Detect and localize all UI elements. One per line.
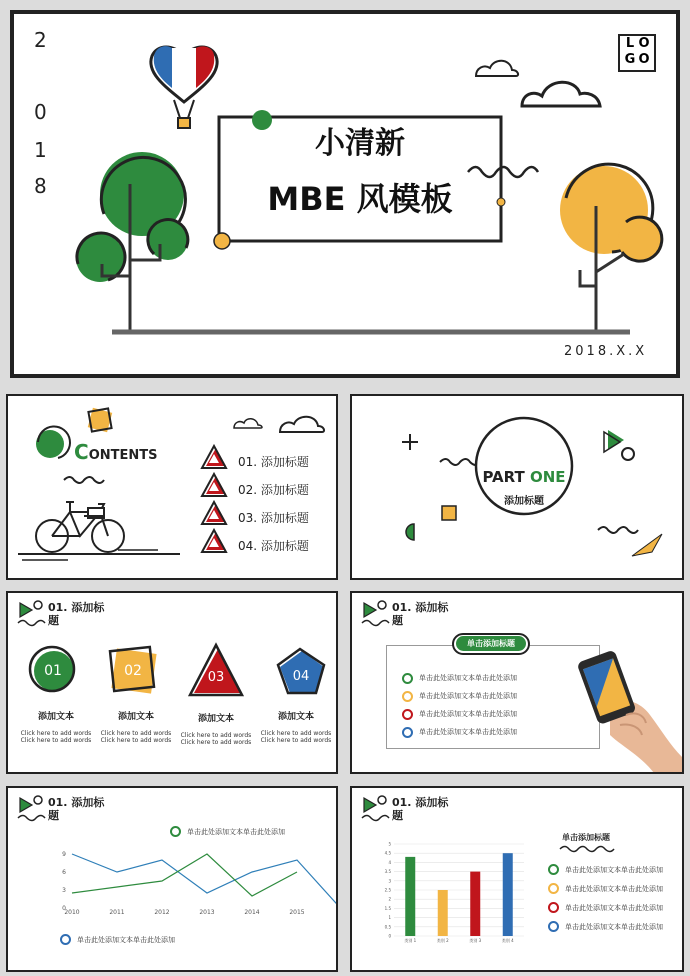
x-tick-label: 类别 1 bbox=[404, 938, 417, 943]
list-item-text: 单击此处添加文本单击此处添加 bbox=[565, 884, 663, 893]
ring-bullet-icon bbox=[548, 921, 559, 932]
list-item bbox=[402, 687, 517, 705]
line-chart-slide bbox=[6, 786, 338, 972]
diamond-icon bbox=[88, 408, 112, 432]
section-heading: 01. 添加标 题 bbox=[392, 796, 449, 822]
y-tick-label: 3 bbox=[388, 878, 391, 884]
leaf-icon bbox=[632, 534, 662, 556]
heart-balloon-icon bbox=[151, 46, 217, 128]
feature-title: 添加文本 bbox=[197, 714, 234, 724]
part-label: PART bbox=[482, 468, 530, 486]
ring-bullet-icon bbox=[402, 691, 413, 702]
cloud-icon bbox=[280, 417, 324, 432]
list-item-text: 单击此处添加文本单击此处添加 bbox=[419, 674, 517, 682]
y-tick-label: 5 bbox=[388, 841, 391, 847]
y-tick-label: 3.5 bbox=[384, 869, 391, 875]
x-tick-label: 类别 2 bbox=[436, 938, 449, 943]
bar bbox=[438, 890, 448, 936]
contents-item[interactable]: 02. 添加标题 bbox=[238, 483, 309, 497]
contents-slide bbox=[6, 394, 338, 580]
part-subtitle: 添加标题 bbox=[504, 496, 544, 507]
triangle-bullet-icon bbox=[202, 502, 226, 524]
feature-desc: Click here to add words bbox=[260, 730, 332, 737]
y-tick-label: 3 bbox=[62, 887, 66, 894]
y-tick-label: 0 bbox=[388, 933, 391, 939]
feature-number: 02 bbox=[124, 663, 142, 679]
list-item bbox=[548, 917, 663, 936]
section-heading: 01. 添加标 题 bbox=[392, 601, 449, 627]
list-item-text: 单击此处添加文本单击此处添加 bbox=[565, 922, 663, 931]
contents-title bbox=[74, 440, 157, 464]
triangle-bullet-icon bbox=[202, 446, 226, 468]
y-tick-label: 1.5 bbox=[384, 905, 391, 911]
feature-item bbox=[176, 711, 256, 746]
x-tick-label: 2011 bbox=[109, 909, 125, 916]
section-heading: 01. 添加标 题 bbox=[48, 796, 105, 822]
feature-title: 添加文本 bbox=[37, 712, 74, 722]
cover-title-line1: 小清新 bbox=[315, 126, 405, 161]
y-tick-label: 4.5 bbox=[384, 850, 391, 856]
bar-chart-slide bbox=[350, 786, 684, 972]
cloud-icon bbox=[234, 419, 262, 428]
cover-title-line2: MBE 风模板 bbox=[267, 180, 453, 218]
list-item-text: 单击此处添加文本单击此处添加 bbox=[419, 710, 517, 718]
bicycle-icon bbox=[36, 502, 124, 552]
bullet-list bbox=[402, 669, 517, 741]
feature-desc: Click here to add words bbox=[180, 739, 252, 746]
triangle-bullet-icon bbox=[202, 530, 226, 552]
orange-tree-icon bbox=[560, 164, 662, 332]
feature-title: 添加文本 bbox=[117, 712, 154, 722]
ring-bullet-icon bbox=[548, 864, 559, 875]
contents-title-rest: ONTENTS bbox=[88, 448, 158, 463]
contents-title-initial: C bbox=[74, 440, 89, 464]
series-line bbox=[72, 854, 336, 912]
part-one-slide bbox=[350, 394, 684, 580]
cover-slide bbox=[10, 10, 680, 378]
feature-number: 01 bbox=[44, 663, 62, 679]
feature-desc: Click here to add words bbox=[100, 737, 172, 744]
ring-legend-icon bbox=[60, 934, 71, 945]
bar bbox=[503, 853, 513, 936]
phone-in-hand-icon bbox=[570, 645, 684, 773]
y-tick-label: 2.5 bbox=[384, 887, 391, 893]
title-badge[interactable] bbox=[452, 633, 530, 655]
year-digit: 1 bbox=[34, 138, 47, 162]
y-tick-label: 1 bbox=[388, 915, 391, 921]
logo-letter: G bbox=[624, 52, 636, 67]
features-slide bbox=[6, 591, 338, 774]
bar-legend-title: 单击添加标题 bbox=[562, 833, 610, 842]
feature-desc: Click here to add words bbox=[100, 730, 172, 737]
feature-item bbox=[96, 709, 176, 744]
ring-bullet-icon bbox=[548, 902, 559, 913]
x-tick-label: 2014 bbox=[244, 909, 260, 916]
x-tick-label: 2015 bbox=[289, 909, 305, 916]
legend-text: 单击此处添加文本单击此处添加 bbox=[77, 935, 175, 944]
square-icon bbox=[442, 506, 456, 520]
ring-bullet-icon bbox=[402, 709, 413, 720]
list-item bbox=[402, 669, 517, 687]
part-word: ONE bbox=[530, 468, 566, 486]
list-item bbox=[548, 898, 663, 917]
legend-bottom bbox=[60, 934, 175, 945]
badge-fill: 单击添加标题 bbox=[456, 636, 526, 651]
list-item-text: 单击此处添加文本单击此处添加 bbox=[419, 728, 517, 736]
list-item-text: 单击此处添加文本单击此处添加 bbox=[565, 903, 663, 912]
feature-desc: Click here to add words bbox=[260, 737, 332, 744]
logo-letter: O bbox=[638, 52, 650, 67]
ring-icon bbox=[622, 448, 634, 460]
y-tick-label: 0 bbox=[62, 905, 66, 912]
y-tick-label: 2 bbox=[388, 896, 391, 902]
feature-desc: Click here to add words bbox=[20, 730, 92, 737]
year-digit: 8 bbox=[34, 174, 47, 198]
list-item bbox=[548, 879, 663, 898]
y-tick-label: 4 bbox=[388, 859, 391, 865]
feature-item bbox=[16, 709, 96, 744]
triangle-icon bbox=[604, 430, 624, 452]
x-tick-label: 类别 3 bbox=[469, 938, 482, 943]
logo-letter: O bbox=[638, 36, 650, 51]
list-item-text: 单击此处添加文本单击此处添加 bbox=[565, 865, 663, 874]
x-tick-label: 2012 bbox=[154, 909, 170, 916]
x-tick-label: 2010 bbox=[64, 909, 80, 916]
contents-item[interactable]: 03. 添加标题 bbox=[238, 511, 309, 525]
list-item bbox=[402, 705, 517, 723]
green-tree-icon bbox=[76, 152, 188, 332]
y-tick-label: 0.5 bbox=[384, 924, 391, 930]
ring-bullet-icon bbox=[548, 883, 559, 894]
list-item bbox=[548, 860, 663, 879]
year-digit: 0 bbox=[34, 100, 47, 124]
legend-text: 单击此处添加文本单击此处添加 bbox=[187, 827, 285, 836]
cover-date: 2018.X.X bbox=[564, 344, 648, 359]
contents-item[interactable]: 01. 添加标题 bbox=[238, 455, 309, 469]
feature-number: 04 bbox=[292, 669, 310, 684]
ring-bullet-icon bbox=[402, 673, 413, 684]
bar-legend-list bbox=[548, 860, 663, 936]
bar bbox=[405, 857, 415, 936]
year-digit: 2 bbox=[34, 28, 47, 52]
cloud-icon bbox=[476, 61, 518, 76]
y-tick-label: 9 bbox=[62, 851, 66, 858]
bar bbox=[470, 872, 480, 936]
phone-slide bbox=[350, 591, 684, 774]
ring-bullet-icon bbox=[402, 727, 413, 738]
x-tick-label: 2013 bbox=[199, 909, 215, 916]
logo-letter: L bbox=[625, 36, 635, 51]
series-line bbox=[72, 854, 297, 896]
cloud-icon bbox=[522, 82, 600, 106]
feature-item bbox=[256, 709, 336, 744]
list-item-text: 单击此处添加文本单击此处添加 bbox=[419, 692, 517, 700]
feature-desc: Click here to add words bbox=[20, 737, 92, 744]
feature-number: 03 bbox=[207, 670, 225, 685]
x-tick-label: 类别 4 bbox=[501, 938, 514, 943]
feature-desc: Click here to add words bbox=[180, 732, 252, 739]
list-item bbox=[402, 723, 517, 741]
part-title bbox=[476, 468, 572, 486]
section-heading: 01. 添加标 题 bbox=[48, 601, 105, 627]
y-tick-label: 6 bbox=[62, 869, 66, 876]
wave-icon bbox=[558, 844, 622, 854]
half-circle-icon bbox=[406, 524, 414, 540]
part-one-decor bbox=[352, 396, 682, 578]
contents-item[interactable]: 04. 添加标题 bbox=[238, 539, 309, 553]
feature-title: 添加文本 bbox=[277, 712, 314, 722]
triangle-bullet-icon bbox=[202, 474, 226, 496]
